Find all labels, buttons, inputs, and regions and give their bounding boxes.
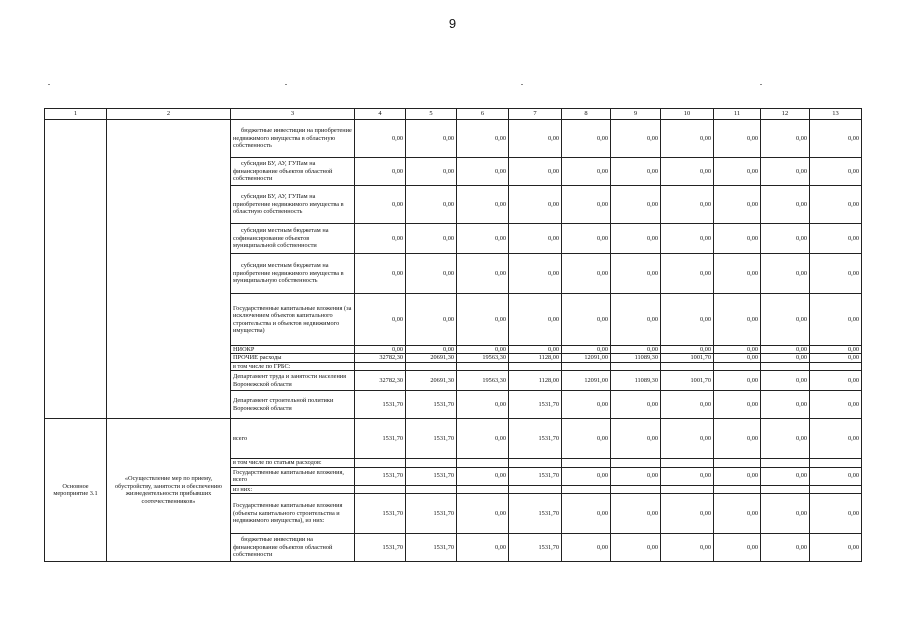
value-cell: 0,00 [661,120,714,158]
column-header: 12 [761,109,810,120]
value-cell: 0,00 [611,186,661,224]
value-cell [714,459,761,467]
value-cell: 0,00 [562,391,611,419]
value-cell: 0,00 [457,120,509,158]
value-cell: 20691,30 [406,371,457,391]
value-cell: 0,00 [661,346,714,354]
value-cell: 0,00 [509,346,562,354]
value-cell: 0,00 [611,120,661,158]
value-cell: 0,00 [810,419,862,459]
value-cell: 0,00 [406,224,457,254]
row-description: в том числе по ГРБС: [231,362,355,370]
value-cell: 20691,30 [406,354,457,362]
value-cell [761,362,810,370]
value-cell: 0,00 [761,534,810,562]
row-description: Департамент строительной политики Воронежской области [231,391,355,419]
value-cell: 0,00 [406,294,457,346]
value-cell [562,362,611,370]
value-cell: 0,00 [611,494,661,534]
budget-table [44,108,862,562]
value-cell: 0,00 [761,371,810,391]
value-cell: 0,00 [810,371,862,391]
value-cell: 0,00 [457,346,509,354]
value-cell: 11089,30 [611,354,661,362]
row-description: Государственные капитальные вложения, всего [231,467,355,485]
column-header: 1 [45,109,107,120]
value-cell: 0,00 [611,224,661,254]
value-cell: 0,00 [761,254,810,294]
value-cell: 12091,00 [562,371,611,391]
column-header: 8 [562,109,611,120]
value-cell: 0,00 [355,120,406,158]
value-cell: 0,00 [562,467,611,485]
value-cell: 0,00 [714,534,761,562]
value-cell: 1128,00 [509,371,562,391]
value-cell [761,485,810,493]
row-description: Государственные капитальные вложения (объекты капитального строительства и недвижимого имущества), из них: [231,494,355,534]
value-cell: 0,00 [761,120,810,158]
value-cell: 1531,70 [355,419,406,459]
value-cell: 0,00 [661,224,714,254]
value-cell: 0,00 [761,391,810,419]
value-cell: 0,00 [562,254,611,294]
value-cell: 0,00 [457,158,509,186]
scan-dots [0,84,905,88]
value-cell: 0,00 [406,254,457,294]
value-cell: 0,00 [810,294,862,346]
value-cell [810,362,862,370]
value-cell: 0,00 [661,419,714,459]
page-number: 9 [448,16,457,31]
value-cell: 1531,70 [355,494,406,534]
row-description: субсидии местным бюджетам на софинансирование объектов муниципальной собственности [231,224,355,254]
value-cell: 0,00 [761,158,810,186]
value-cell: 19563,30 [457,354,509,362]
value-cell: 1531,70 [406,534,457,562]
value-cell: 1531,70 [509,494,562,534]
value-cell: 0,00 [457,494,509,534]
column-header: 7 [509,109,562,120]
value-cell: 1128,00 [509,354,562,362]
column-header: 2 [107,109,231,120]
row-description: из них: [231,485,355,493]
value-cell: 0,00 [761,346,810,354]
value-cell: 1001,70 [661,354,714,362]
value-cell: 0,00 [810,534,862,562]
value-cell: 0,00 [761,467,810,485]
value-cell [355,362,406,370]
value-cell: 0,00 [355,294,406,346]
value-cell: 1531,70 [406,419,457,459]
value-cell: 0,00 [761,419,810,459]
value-cell: 1531,70 [509,391,562,419]
value-cell: 0,00 [714,346,761,354]
value-cell: 0,00 [509,120,562,158]
value-cell: 0,00 [355,158,406,186]
value-cell: 0,00 [714,354,761,362]
value-cell: 0,00 [562,419,611,459]
value-cell: 0,00 [562,534,611,562]
value-cell: 1531,70 [355,467,406,485]
value-cell: 0,00 [714,224,761,254]
value-cell [810,485,862,493]
table-row [45,120,862,158]
value-cell: 0,00 [611,419,661,459]
value-cell: 0,00 [661,186,714,224]
header-row [45,109,862,120]
value-cell: 1531,70 [509,419,562,459]
value-cell [406,485,457,493]
value-cell [355,485,406,493]
value-cell: 12091,00 [562,354,611,362]
value-cell: 0,00 [810,494,862,534]
value-cell [509,362,562,370]
value-cell: 19563,30 [457,371,509,391]
value-cell: 0,00 [810,346,862,354]
value-cell: 0,00 [457,467,509,485]
value-cell: 0,00 [406,158,457,186]
value-cell: 0,00 [509,186,562,224]
row-description: в том числе по статьям расходов: [231,459,355,467]
value-cell [406,362,457,370]
value-cell: 0,00 [810,120,862,158]
value-cell [406,459,457,467]
value-cell: 0,00 [611,391,661,419]
row-description: ПРОЧИЕ расходы [231,354,355,362]
value-cell: 1531,70 [355,391,406,419]
value-cell: 0,00 [661,467,714,485]
value-cell: 0,00 [810,254,862,294]
value-cell [661,485,714,493]
value-cell: 0,00 [761,186,810,224]
value-cell: 0,00 [714,120,761,158]
value-cell: 0,00 [509,158,562,186]
value-cell [457,459,509,467]
row-description: Департамент труда и занятости населения Воронежской области [231,371,355,391]
value-cell: 32782,30 [355,371,406,391]
value-cell: 0,00 [406,186,457,224]
value-cell: 0,00 [714,158,761,186]
row-description: Государственные капитальные вложения (за исключением объектов капитального строительства и объектов недвижимого имущества) [231,294,355,346]
value-cell: 0,00 [611,158,661,186]
column-header: 5 [406,109,457,120]
value-cell [611,459,661,467]
value-cell: 0,00 [714,371,761,391]
column-header: 9 [611,109,661,120]
value-cell: 0,00 [761,294,810,346]
value-cell: 0,00 [562,158,611,186]
item-number-cell [45,120,107,419]
row-description: НИОКР [231,346,355,354]
value-cell: 0,00 [562,494,611,534]
value-cell [611,362,661,370]
value-cell: 0,00 [810,354,862,362]
value-cell: 0,00 [355,224,406,254]
value-cell: 0,00 [761,354,810,362]
value-cell: 0,00 [562,224,611,254]
value-cell: 0,00 [457,534,509,562]
value-cell: 0,00 [562,346,611,354]
value-cell: 32782,30 [355,354,406,362]
value-cell: 0,00 [611,294,661,346]
value-cell: 0,00 [714,419,761,459]
column-header: 4 [355,109,406,120]
value-cell: 0,00 [457,224,509,254]
value-cell: 0,00 [714,494,761,534]
value-cell [661,459,714,467]
value-cell: 0,00 [661,254,714,294]
value-cell [562,485,611,493]
table-body [45,120,862,562]
value-cell [509,459,562,467]
value-cell: 0,00 [406,346,457,354]
value-cell: 1001,70 [661,371,714,391]
value-cell: 0,00 [761,494,810,534]
value-cell: 1531,70 [509,534,562,562]
value-cell: 0,00 [810,467,862,485]
value-cell: 11089,30 [611,371,661,391]
value-cell: 1531,70 [355,534,406,562]
value-cell: 0,00 [457,186,509,224]
value-cell: 0,00 [406,120,457,158]
value-cell [355,459,406,467]
value-cell: 0,00 [611,534,661,562]
value-cell [562,459,611,467]
value-cell [714,485,761,493]
value-cell: 0,00 [355,186,406,224]
row-description: бюджетные инвестиции на приобретение недвижимого имущества в областную собственность [231,120,355,158]
value-cell: 0,00 [509,294,562,346]
value-cell: 0,00 [509,254,562,294]
column-header: 6 [457,109,509,120]
row-description: субсидии БУ, АУ, ГУПам на финансирование объектов областной собственности [231,158,355,186]
value-cell: 0,00 [810,158,862,186]
value-cell: 1531,70 [406,467,457,485]
value-cell: 0,00 [714,186,761,224]
value-cell: 0,00 [611,254,661,294]
value-cell: 0,00 [661,391,714,419]
value-cell: 0,00 [661,534,714,562]
value-cell: 0,00 [457,254,509,294]
value-cell: 0,00 [562,120,611,158]
value-cell: 1531,70 [509,467,562,485]
value-cell: 0,00 [714,391,761,419]
column-header: 13 [810,109,862,120]
value-cell [457,362,509,370]
row-description: субсидии местным бюджетам на приобретение недвижимого имущества в муниципальную собственность [231,254,355,294]
value-cell [509,485,562,493]
value-cell [457,485,509,493]
value-cell [714,362,761,370]
value-cell: 0,00 [562,186,611,224]
value-cell [810,459,862,467]
value-cell: 0,00 [509,224,562,254]
value-cell: 0,00 [611,346,661,354]
value-cell: 0,00 [810,186,862,224]
value-cell: 0,00 [810,224,862,254]
item-number-cell: Основное мероприятие 3.1 [45,419,107,562]
value-cell: 0,00 [562,294,611,346]
value-cell [611,485,661,493]
row-description: всего [231,419,355,459]
value-cell [661,362,714,370]
item-name-cell [107,120,231,419]
value-cell: 1531,70 [406,494,457,534]
value-cell: 0,00 [457,294,509,346]
column-header: 10 [661,109,714,120]
column-header: 3 [231,109,355,120]
value-cell: 0,00 [457,419,509,459]
value-cell: 0,00 [810,391,862,419]
value-cell: 1531,70 [406,391,457,419]
value-cell: 0,00 [661,294,714,346]
value-cell: 0,00 [714,294,761,346]
value-cell: 0,00 [355,346,406,354]
item-name-cell: «Осуществление мер по приему, обустройству, занятости и обеспечению жизнедеятельности прибывших соотечественников» [107,419,231,562]
value-cell: 0,00 [611,467,661,485]
row-description: субсидии БУ, АУ, ГУПам на приобретение недвижимого имущества в областную собственность [231,186,355,224]
value-cell: 0,00 [661,158,714,186]
column-header: 11 [714,109,761,120]
value-cell: 0,00 [714,254,761,294]
value-cell [761,459,810,467]
value-cell: 0,00 [714,467,761,485]
row-description: бюджетные инвестиции на финансирование объектов областной собственности [231,534,355,562]
value-cell: 0,00 [457,391,509,419]
table-row [45,419,862,459]
value-cell: 0,00 [661,494,714,534]
value-cell: 0,00 [355,254,406,294]
value-cell: 0,00 [761,224,810,254]
